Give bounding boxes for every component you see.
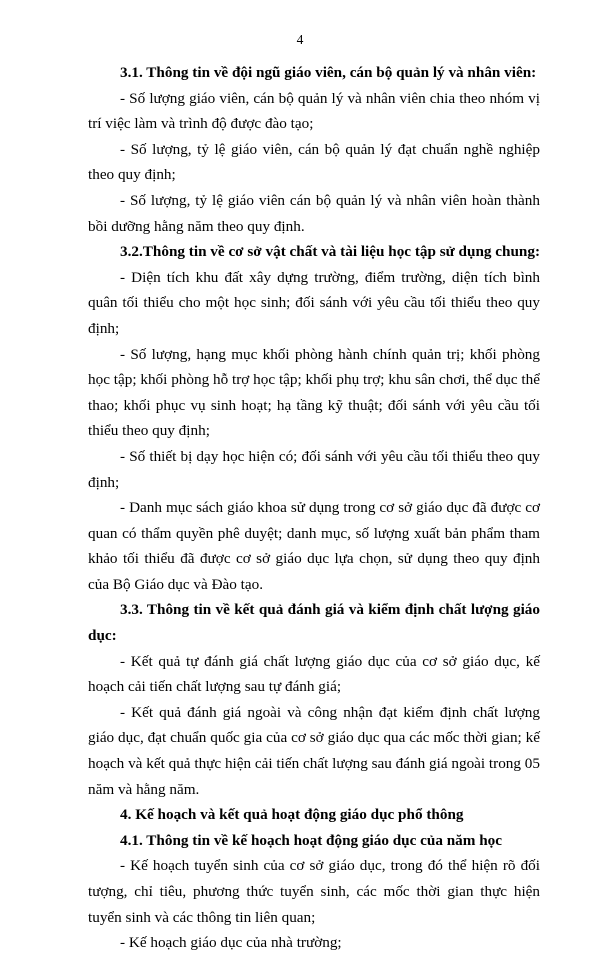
paragraph: - Diện tích khu đất xây dựng trường, điểm trường, diện tích bình quân tối thiểu cho một học sinh; đối sánh với yêu cầu tối thiểu theo quy định; [88, 268, 540, 337]
paragraph: - Số thiết bị dạy học hiện có; đối sánh với yêu cầu tối thiểu theo quy định; [88, 447, 540, 491]
paragraph: - Danh mục sách giáo khoa sử dụng trong cơ sở giáo dục đã được cơ quan có thẩm quyền phê duyệt; danh mục, số lượng xuất bản phẩm tham khảo tối thiểu đã được cơ sở giáo dục lựa chọn, sử dụng theo quy định của Bộ Giáo dục và Đào tạo. [88, 499, 540, 593]
section-heading-4-1: 4.1. Thông tin về kế hoạch hoạt động giáo dục của năm học [120, 831, 503, 849]
section-heading-3-1: 3.1. Thông tin về đội ngũ giáo viên, cán bộ quản lý và nhân viên: [120, 64, 537, 81]
paragraph: - Kết quả tự đánh giá chất lượng giáo dục của cơ sở giáo dục, kế hoạch cải tiến chất lượng sau tự đánh giá; [88, 652, 540, 696]
paragraph: - Kế hoạch tuyển sinh của cơ sở giáo dục, trong đó thể hiện rõ đối tượng, chỉ tiêu, phương thức tuyển sinh, các mốc thời gian thực hiện tuyển sinh và các thông tin liên quan; [88, 857, 540, 926]
paragraph: - Số lượng, hạng mục khối phòng hành chính quản trị; khối phòng học tập; khối phòng hỗ trợ học tập; khối phụ trợ; khu sân chơi, thể dục thể thao; khối phục vụ sinh hoạt; hạ tầng kỹ thuật; đối sánh với yêu cầu tối thiểu theo quy định; [88, 345, 540, 440]
document-body [88, 60, 540, 956]
section-heading-3-2: 3.2.Thông tin về cơ sở vật chất và tài liệu học tập sử dụng chung: [120, 243, 541, 261]
paragraph: - Số lượng giáo viên, cán bộ quản lý và nhân viên chia theo nhóm vị trí việc làm và trình độ được đào tạo; [88, 89, 540, 133]
paragraph: - Kế hoạch giáo dục của nhà trường; [120, 934, 342, 952]
page-number: 4 [296, 32, 304, 47]
paragraph: - Kết quả đánh giá ngoài và công nhận đạt kiểm định chất lượng giáo dục, đạt chuẩn quốc gia của cơ sở giáo dục qua các mốc thời gian; kế hoạch và kết quả thực hiện cải tiến chất lượng sau đánh giá ngoài trong 05 năm và hằng năm. [88, 703, 540, 798]
paragraph: - Số lượng, tỷ lệ giáo viên cán bộ quản lý và nhân viên hoàn thành bồi dưỡng hằng năm theo quy định. [88, 191, 540, 235]
section-heading-3-3: 3.3. Thông tin về kết quả đánh giá và kiểm định chất lượng giáo dục: [88, 601, 540, 645]
paragraph: - Số lượng, tỷ lệ giáo viên, cán bộ quản lý đạt chuẩn nghề nghiệp theo quy định; [88, 140, 540, 184]
section-heading-4: 4. Kế hoạch và kết quả hoạt động giáo dục phổ thông [120, 806, 464, 824]
